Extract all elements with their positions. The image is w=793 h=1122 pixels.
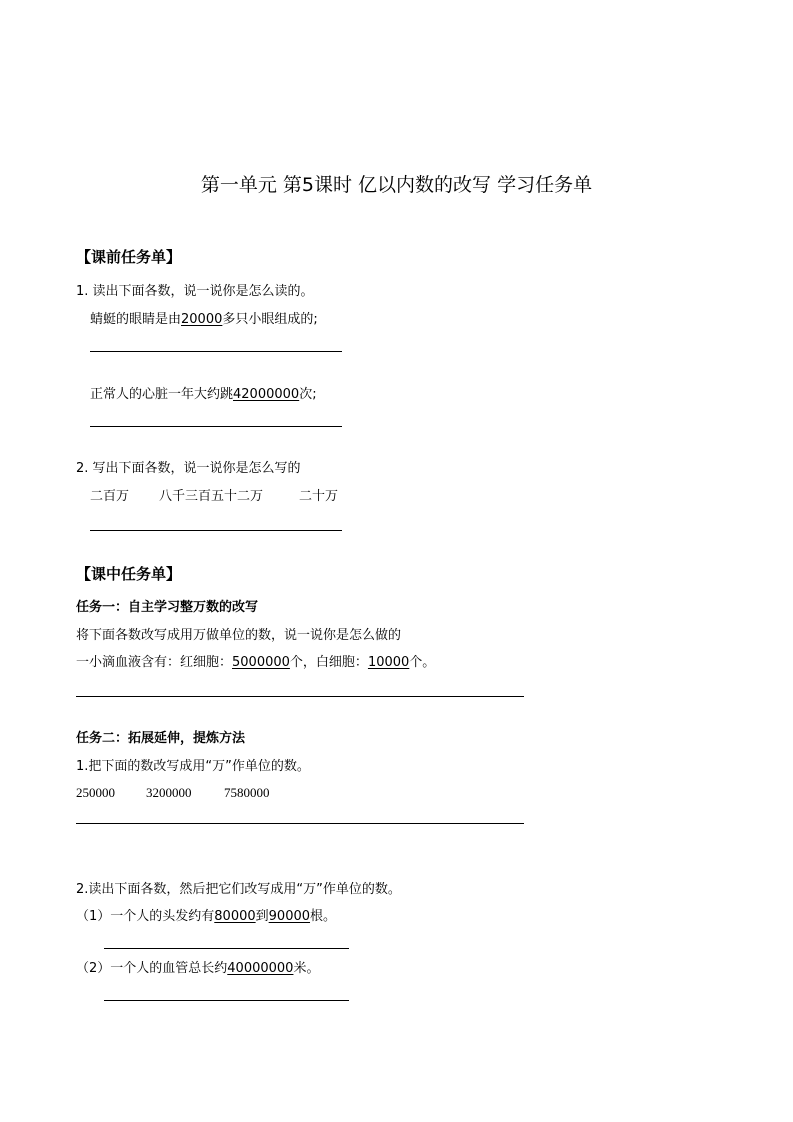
q1-item2-number: 42000000 <box>233 387 300 402</box>
task1-title: 任务一：自主学习整万数的改写 <box>76 600 259 615</box>
task2-sub2-label: （2）一个人的血管总长约 <box>76 961 228 976</box>
q2-word-1: 二百万 <box>90 489 130 504</box>
q2-word-3: 二十万 <box>299 489 339 504</box>
task2-sub2-number: 40000000 <box>227 961 294 976</box>
task1-red-cells-number: 5000000 <box>232 655 290 670</box>
task2-number-1: 250000 <box>76 785 115 800</box>
task2-sub2 <box>76 962 319 975</box>
answer-line[interactable] <box>104 1000 349 1001</box>
q2-prompt: 2. 写出下面各数，说一说你是怎么写的 <box>76 461 301 476</box>
answer-line[interactable] <box>90 426 342 427</box>
task2-number-2: 3200000 <box>146 785 192 800</box>
q1-item1-before: 蜻蜓的眼睛是由 <box>90 312 182 327</box>
q1-item2-after: 次; <box>299 387 317 402</box>
task1-mid: 个，白细胞： <box>289 655 368 670</box>
q1-item1-number: 20000 <box>181 312 223 327</box>
q2-word-2: 八千三百五十二万 <box>159 489 264 504</box>
q1-item1 <box>90 313 318 326</box>
task1-before: 一小滴血液含有：红细胞： <box>76 655 233 670</box>
task2-sub1 <box>76 910 336 923</box>
task2-sub1-label: （1）一个人的头发约有 <box>76 909 215 924</box>
pre-class-heading: 【课前任务单】 <box>76 248 182 266</box>
task2-sub1-after: 根。 <box>310 909 337 924</box>
task2-sub1-number-2: 90000 <box>268 909 311 924</box>
in-class-heading: 【课中任务单】 <box>76 565 182 583</box>
task1-after: 个。 <box>409 655 436 670</box>
task2-number-3: 7580000 <box>224 785 270 800</box>
task1-instruction: 将下面各数改写成用万做单位的数，说一说你是怎么做的 <box>76 628 402 643</box>
page-title: 第一单元 第5课时 亿以内数的改写 学习任务单 <box>200 174 593 196</box>
task2-q2-prompt: 2.读出下面各数，然后把它们改写成用“万”作单位的数。 <box>76 882 401 897</box>
q1-item2-before: 正常人的心脏一年大约跳 <box>90 387 234 402</box>
answer-line[interactable] <box>90 530 342 531</box>
answer-line[interactable] <box>76 823 524 824</box>
answer-line[interactable] <box>90 351 342 352</box>
q1-prompt: 1. 读出下面各数，说一说你是怎么读的。 <box>76 284 314 299</box>
task2-sub1-mid: 到 <box>255 909 269 924</box>
task2-sub1-number-1: 80000 <box>214 909 256 924</box>
task1-blood-line <box>76 656 435 669</box>
answer-line[interactable] <box>76 696 524 697</box>
task1-white-cells-number: 10000 <box>367 655 410 670</box>
task2-title: 任务二：拓展延伸，提炼方法 <box>76 731 246 746</box>
answer-line[interactable] <box>104 948 349 949</box>
task2-sub2-after: 米。 <box>293 961 320 976</box>
q1-item1-after: 多只小眼组成的; <box>222 312 318 327</box>
q1-item2 <box>90 388 317 401</box>
task2-q1-prompt: 1.把下面的数改写成用“万”作单位的数。 <box>76 759 310 774</box>
